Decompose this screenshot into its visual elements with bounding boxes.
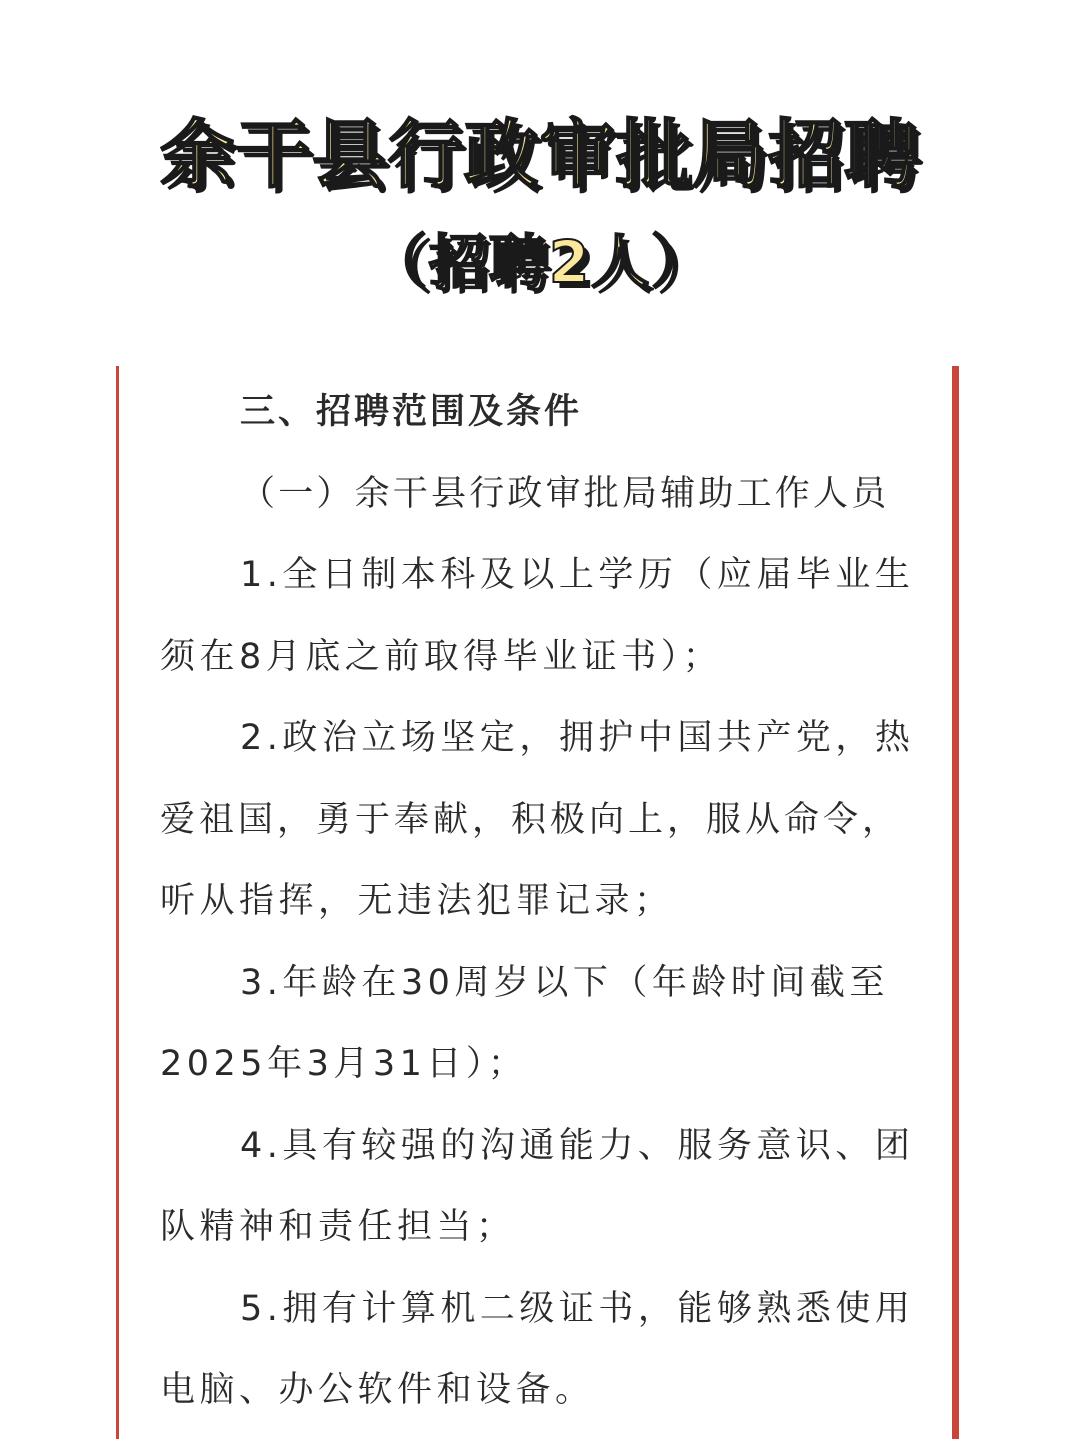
page-subtitle: （招聘2人） [368,228,712,296]
requirement-line: 须在8月底之前取得毕业证书）； [160,636,723,677]
right-frame-border [952,366,959,1439]
requirement-line: 5.拥有计算机二级证书，能够熟悉使用 [240,1288,915,1329]
requirement-line: 2025年3月31日）； [160,1044,528,1084]
page-title: 余干县行政审批局招聘 [160,112,920,198]
requirement-line: 听从指挥，无违法犯罪记录； [160,881,674,921]
left-frame-border [116,366,119,1439]
requirement-line: 1.全日制本科及以上学历（应届毕业生 [240,555,915,595]
requirement-line: 电脑、办公软件和设备。 [160,1370,595,1410]
requirement-line: 2.政治立场坚定，拥护中国共产党，热 [240,718,915,758]
requirement-line: 3.年龄在30周岁以下（年龄时间截至 [240,962,889,1003]
requirement-line: 4.具有较强的沟通能力、服务意识、团 [240,1125,915,1166]
requirement-line: 队精神和责任担当； [160,1207,516,1247]
section-heading: 三、招聘范围及条件 [240,392,583,432]
document-body [160,372,915,1432]
position-title: （一）余干县行政审批局辅助工作人员 [240,473,890,514]
requirement-line: 爱祖国，勇于奉献，积极向上，服从命令， [160,799,902,840]
